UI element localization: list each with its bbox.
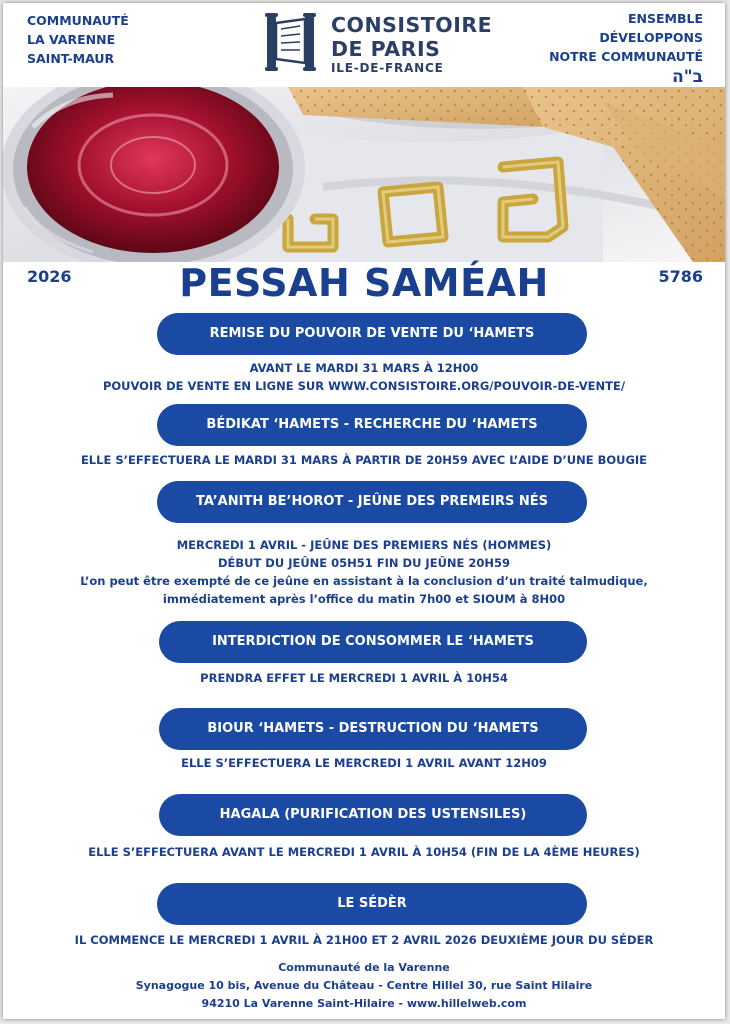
- footer-address: [3, 959, 725, 1013]
- banner-image: [3, 87, 725, 262]
- logo-line-2: DE PARIS: [331, 37, 441, 61]
- community-line-3: SAINT-MAUR: [27, 51, 115, 66]
- section-text: MERCREDI 1 AVRIL - JEÛNE DES PREMIERS NÉS (HOMMES): [176, 538, 552, 552]
- page-title: PESSAH SAMÉAH: [179, 261, 549, 305]
- section-text: immédiatement après l’office du matin 7h00 et SIOUM à 8H00: [162, 592, 566, 606]
- community-name: [27, 11, 129, 68]
- flyer-page: [3, 3, 725, 1019]
- section-text: IL COMMENCE LE MERCREDI 1 AVRIL À 21H00 ET 2 AVRIL 2026 DEUXIÈME JOUR DU SÉDER: [74, 933, 654, 947]
- footer-line-3: 94210 La Varenne Saint-Hilaire - www.hillelweb.com: [201, 997, 527, 1010]
- hebrew-year: 5786: [658, 267, 703, 286]
- bezrat-hashem-mark: ב"ה: [672, 67, 703, 87]
- section-text: L’on peut être exempté de ce jeûne en assistant à la conclusion d’un traité talmudique,: [80, 574, 648, 588]
- section-heading-biour-hametz: BIOUR ‘HAMETS - DESTRUCTION DU ‘HAMETS: [159, 708, 587, 750]
- slogan: [549, 9, 703, 88]
- section-heading-bedikat-hametz: BÉDIKAT ‘HAMETS - RECHERCHE DU ‘HAMETS: [157, 404, 587, 446]
- section-text: DÉBUT DU JEÛNE 05H51 FIN DU JEÛNE 20H59: [217, 556, 511, 570]
- gregorian-year: 2026: [27, 267, 72, 286]
- section-text: POUVOIR DE VENTE EN LIGNE SUR WWW.CONSISTOIRE.ORG/POUVOIR-DE-VENTE/: [102, 379, 626, 393]
- logo-line-3: ILE-DE-FRANCE: [331, 61, 444, 75]
- section-heading-seder: LE SÉDÈR: [157, 883, 587, 925]
- section-text: ELLE S’EFFECTUERA LE MARDI 31 MARS À PARTIR DE 20H59 AVEC L’AIDE D’UNE BOUGIE: [80, 453, 648, 467]
- slogan-line-3: NOTRE COMMUNAUTÉ: [549, 49, 703, 64]
- section-text: ELLE S’EFFECTUERA AVANT LE MERCREDI 1 AVRIL À 10H54 (FIN DE LA 4ÈME HEURES): [88, 845, 640, 859]
- slogan-line-2: DÉVELOPPONS: [599, 30, 703, 45]
- passover-banner-illustration: [3, 87, 725, 262]
- footer-line-1: Communauté de la Varenne: [278, 961, 450, 974]
- section-text: PRENDRA EFFET LE MERCREDI 1 AVRIL À 10H54: [200, 671, 508, 685]
- section-heading-hagala: HAGALA (PURIFICATION DES USTENSILES): [159, 794, 587, 836]
- section-heading-fast-of-firstborn: TA’ANITH BE’HOROT - JEÛNE DES PREMEIRS NÉS: [157, 481, 587, 523]
- community-line-2: LA VARENNE: [27, 32, 116, 47]
- logo-line-1: CONSISTOIRE: [331, 13, 493, 37]
- section-text: ELLE S’EFFECTUERA LE MERCREDI 1 AVRIL AVANT 12H09: [181, 756, 547, 770]
- torah-scroll-icon: [261, 13, 323, 71]
- section-text: AVANT LE MARDI 31 MARS À 12H00: [249, 361, 479, 375]
- community-line-1: COMMUNAUTÉ: [27, 13, 129, 28]
- section-heading-hametz-sale: REMISE DU POUVOIR DE VENTE DU ‘HAMETS: [157, 313, 587, 355]
- slogan-line-1: ENSEMBLE: [627, 11, 703, 26]
- footer-line-2: Synagogue 10 bis, Avenue du Château - Centre Hillel 30, rue Saint Hilaire: [135, 979, 593, 992]
- section-heading-hametz-prohibition: INTERDICTION DE CONSOMMER LE ‘HAMETS: [159, 621, 587, 663]
